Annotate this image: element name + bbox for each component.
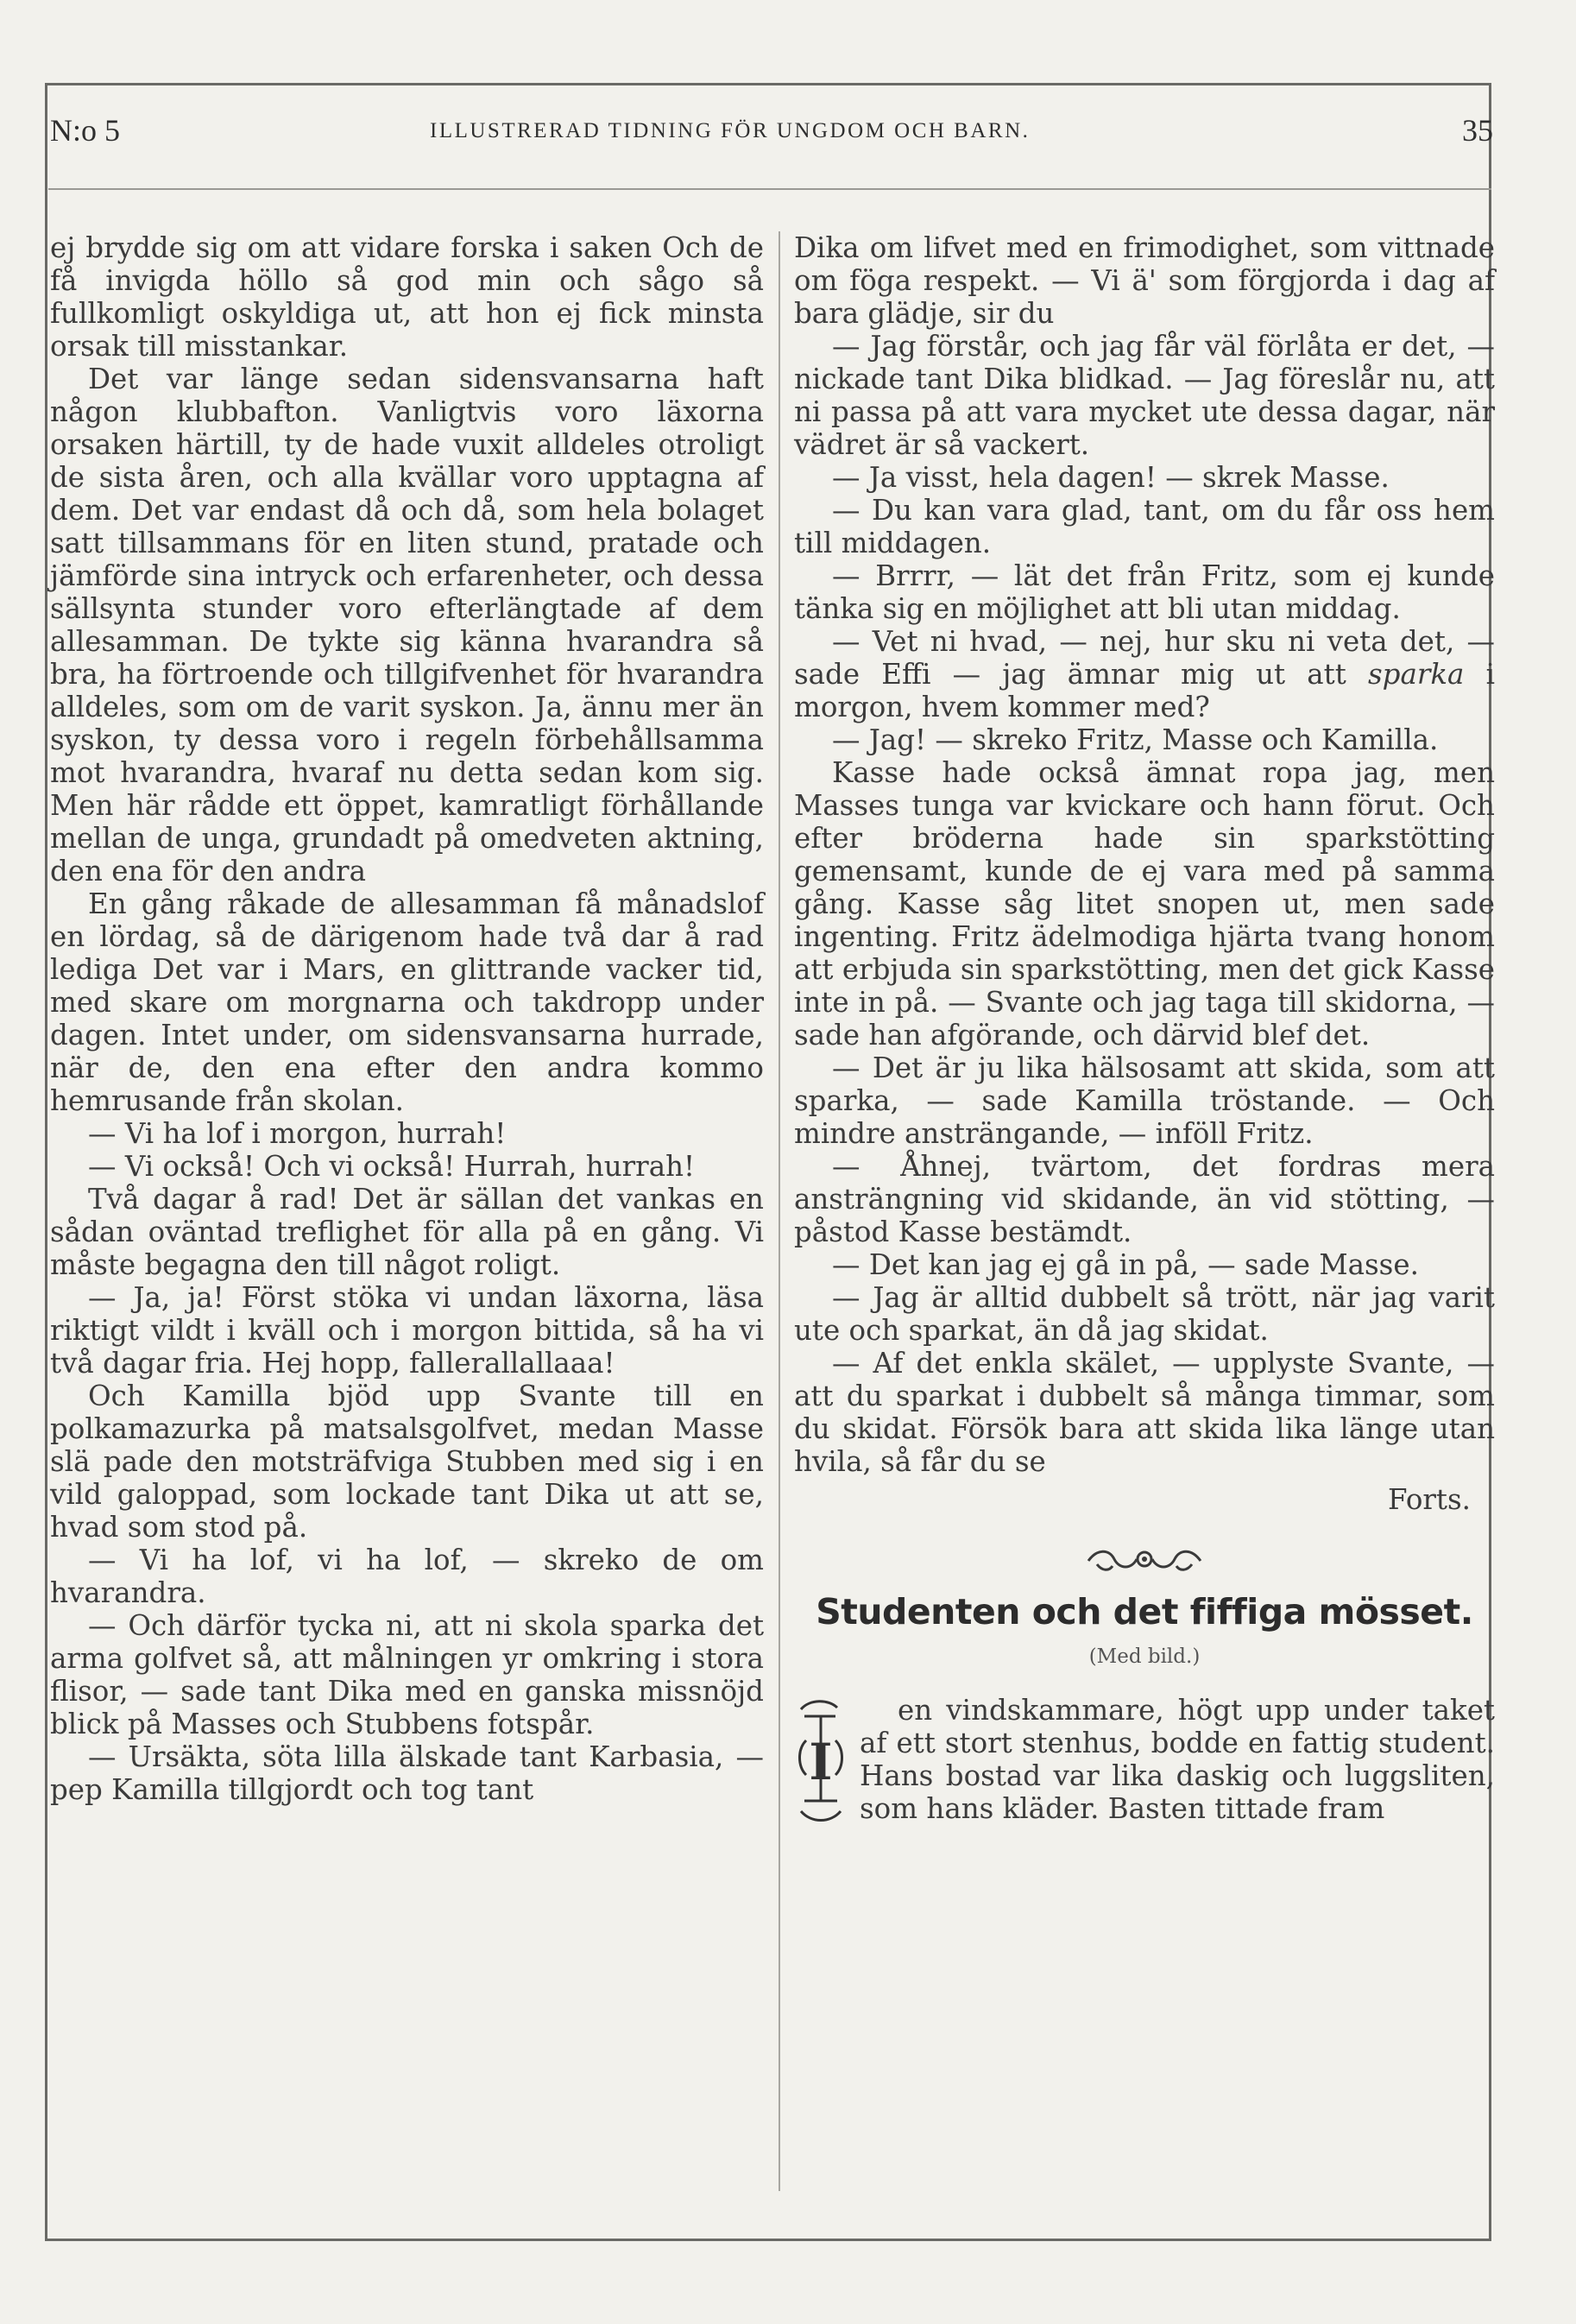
paragraph: — Jag! — skreko Fritz, Masse och Kamilla. xyxy=(832,723,1439,756)
page-header xyxy=(50,112,1500,164)
paragraph: — Ja, ja! Först stöka vi undan läxorna, läsa riktigt vildt i kväll och i morgon bittida, så ha vi två dagar fria. Hej hopp, fallerallallaaa! xyxy=(50,1281,764,1380)
article-paragraph xyxy=(794,1694,1495,1825)
paragraph xyxy=(794,625,1495,723)
paragraph: — Brrrr, — lät det från Fritz, som ej kunde tänka sig en möjlighet att bli utan middag. xyxy=(794,559,1495,625)
page-number: 35 xyxy=(1462,113,1493,148)
italic-word: sparka xyxy=(1367,658,1465,691)
paragraph: — Det är ju lika hälsosamt att skida, som att sparka, — sade Kamilla tröstande. — Och mindre ansträngande, — inföll Fritz. xyxy=(794,1051,1495,1150)
text-span: — Vet ni hvad, — nej, hur sku ni veta det, — sade Effi — jag ämnar mig ut att xyxy=(794,625,1495,691)
issue-number: N:o 5 xyxy=(50,113,120,148)
paragraph: Det var länge sedan sidensvansarna haft någon klubbafton. Vanligtvis voro läxorna orsaken härtill, ty de hade vuxit alldeles otroligt de sista åren, och alla kvällar voro upptagna af dem. Det var endast då och då, som hela bolaget satt tillsammans för en liten stund, pratade och jämförde sina intryck och erfarenheter, och dessa sällsynta stunder voro efterlängtade af dem allesamman. De tykte sig känna hvarandra så bra, ha förtroende och tillgifvenhet för hvarandra alldeles, som om de varit syskon. Ja, ännu mer än syskon, ty dessa voro i regeln förbehållsamma mot hvarandra, hvaraf nu detta sedan kom sig. Men här rådde ett öppet, kamratligt förhållande mellan de unga, grundadt på omedveten aktning, den ena för den andra xyxy=(50,363,764,887)
paragraph: — Vi också! Och vi också! Hurrah, hurrah! xyxy=(88,1150,696,1183)
paragraph: — Det kan jag ej gå in på, — sade Masse. xyxy=(832,1248,1419,1281)
paragraph: — Du kan vara glad, tant, om du får oss hem till middagen. xyxy=(794,494,1495,559)
paragraph: — Åhnej, tvärtom, det fordras mera ansträngning vid skidande, än vid stötting, — påstod Kasse bestämdt. xyxy=(794,1150,1495,1248)
paragraph: — Jag är alltid dubbelt så trött, när jag varit ute och sparkat, än då jag skidat. xyxy=(794,1281,1495,1347)
article-subtitle: (Med bild.) xyxy=(1088,1645,1201,1668)
flourish-ornament-icon xyxy=(1080,1542,1209,1576)
publication-title: ILLUSTRERAD TIDNING FÖR UNGDOM OCH BARN. xyxy=(430,119,1031,142)
paragraph: Och Kamilla bjöd upp Svante till en polkamazurka på matsalsgolfvet, medan Masse slä pade den motsträfviga Stubben med sig i en vild galoppad, som lockade tant Dika ut att se, hvad som stod på. xyxy=(50,1380,764,1544)
paragraph: — Ja visst, hela dagen! — skrek Masse. xyxy=(832,461,1390,494)
right-column xyxy=(794,231,1495,1825)
paragraph: — Ursäkta, söta lilla älskade tant Karbasia, — pep Kamilla tillgjordt och tog tant xyxy=(50,1740,764,1806)
ornament-divider xyxy=(794,1542,1495,1576)
paragraph: — Af det enkla skälet, — upplyste Svante, — att du sparkat i dubbelt så många timmar, som du skidat. Försök bara att skida lika länge utan hvila, så får du se xyxy=(794,1347,1495,1478)
paragraph: En gång råkade de allesamman få månadslof en lördag, så de därigenom hade två dar å rad lediga Det var i Mars, en glittrande vacker tid, med skare om morgnarna och takdropp under dagen. Intet under, om sidensvansarna hurrade, när de, den ena efter den andra kommo hemrusande från skolan. xyxy=(50,887,764,1117)
paragraph: — Vi ha lof i morgon, hurrah! xyxy=(88,1117,507,1150)
article-title: Studenten och det fiffiga mösset. xyxy=(816,1591,1473,1632)
header-rule xyxy=(48,188,1491,190)
text-span: i morgon, hvem kommer med? xyxy=(794,658,1496,723)
paragraph: Kasse hade också ämnat ropa jag, men Masses tunga var kvickare och hann förut. Och efter bröderna hade sin sparkstötting gemensamt, kunde de ej vara med på samma gång. Kasse såg litet snopen ut, men sade ingenting. Fritz ädelmodiga hjärta tvang honom att erbjuda sin sparkstötting, men det gick Kasse inte in på. — Svante och jag taga till skidorna, — sade han afgörande, och därvid blef det. xyxy=(794,756,1495,1051)
paragraph: — Och därför tycka ni, att ni skola sparka det arma golfvet så, att målningen yr omkring i stora flisor, — sade tant Dika med en ganska missnöjd blick på Masses och Stubbens fotspår. xyxy=(50,1609,764,1740)
continued-mark: Forts. xyxy=(1388,1483,1471,1516)
paragraph: — Vi ha lof, vi ha lof, — skreko de om hvarandra. xyxy=(50,1544,764,1609)
left-column xyxy=(50,231,764,1806)
paragraph: Två dagar å rad! Det är sällan det vankas en sådan oväntad treflighet för alla på en gång. Vi måste begagna den till något roligt. xyxy=(50,1183,764,1281)
paragraph: ej brydde sig om att vidare forska i saken Och de få invigda höllo så god min och sågo så fullkomligt oskyldiga ut, att hon ej fick minsta orsak till misstankar. xyxy=(50,231,764,363)
dropcap-letter: I xyxy=(809,1733,833,1791)
decorated-initial-icon xyxy=(794,1697,848,1825)
column-divider xyxy=(779,231,780,2191)
article-text: en vindskammare, högt upp under taket af ett stort stenhus, bodde en fattig student. Hans bostad var lika daskig och luggsliten, som hans kläder. Basten tittade fram xyxy=(860,1694,1495,1825)
paragraph: Dika om lifvet med en frimodighet, som vittnade om föga respekt. — Vi ä' som förgjorda i dag af bara glädje, sir du xyxy=(794,231,1495,330)
paragraph: — Jag förstår, och jag får väl förlåta er det, — nickade tant Dika blidkad. — Jag föreslår nu, att ni passa på att vara mycket ute dessa dagar, när vädret är så vackert. xyxy=(794,330,1495,461)
